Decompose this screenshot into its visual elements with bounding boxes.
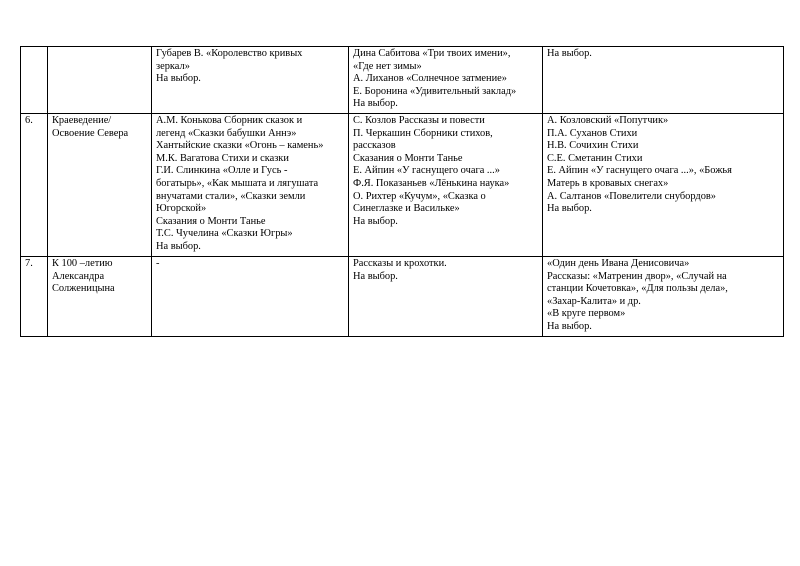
cell-line: А. Салтанов «Повелители снубордов» xyxy=(547,190,717,202)
cell-line: Т.С. Чучелина «Сказки Югры» xyxy=(156,228,293,240)
cell-line: На выбор. xyxy=(156,73,201,85)
cell-line: Сказания о Монти Танье xyxy=(353,152,463,164)
number-cell xyxy=(21,47,48,114)
cell-line: О. Рихтер «Кучум», «Сказка о xyxy=(353,190,486,202)
reading-list-table xyxy=(20,46,784,337)
grade-books-cell xyxy=(349,257,543,337)
cell-line: «Захар-Калита» и др. xyxy=(547,295,641,307)
cell-line: Рассказы и крохотки. xyxy=(353,258,447,269)
table-row xyxy=(21,114,784,257)
cell-line: Е. Айпин «У гаснущего очага ...» xyxy=(353,165,500,177)
cell-line: Сказания о Монти Танье xyxy=(156,215,266,227)
cell-line: Югорской» xyxy=(156,203,207,215)
grade-books-cell xyxy=(543,257,784,337)
number-cell: 7. xyxy=(21,257,48,337)
grade-books-cell xyxy=(152,47,349,114)
grade-books-cell xyxy=(152,257,349,337)
cell-line: К 100 –летию xyxy=(52,258,113,269)
cell-line: На выбор. xyxy=(547,320,592,332)
cell-line: рассказов xyxy=(353,140,396,152)
cell-line: «Где нет зимы» xyxy=(353,60,422,72)
cell-line: Хантыйские сказки «Огонь – камень» xyxy=(156,140,324,152)
cell-line: - xyxy=(156,258,160,269)
topic-cell xyxy=(48,114,152,257)
cell-line: зеркал» xyxy=(156,60,190,72)
cell-line: А. Козловский «Попутчик» xyxy=(547,115,669,126)
topic-cell xyxy=(48,257,152,337)
topic-cell xyxy=(48,47,152,114)
cell-line: Дина Сабитова «Три твоих имени», xyxy=(353,48,511,59)
cell-line: На выбор. xyxy=(547,48,592,59)
grade-books-cell xyxy=(543,114,784,257)
cell-line: Г.И. Слинкина «Олле и Гусь - xyxy=(156,165,288,177)
cell-line: Рассказы: «Матренин двор», «Случай на xyxy=(547,270,727,282)
cell-line: Синеглазке и Васильке» xyxy=(353,203,460,215)
table-body xyxy=(21,47,784,337)
cell-line: Освоение Севера xyxy=(52,127,129,139)
cell-line: Ф.Я. Показаньев «Лёнькина наука» xyxy=(353,177,510,189)
cell-line: «Один день Ивана Денисовича» xyxy=(547,258,690,269)
cell-line: Е. Айпин «У гаснущего очага ...», «Божья xyxy=(547,165,732,177)
cell-line: «В круге первом» xyxy=(547,308,626,320)
cell-line: Е. Боронина «Удивительный заклад» xyxy=(353,85,517,97)
cell-line: П. Черкашин Сборники стихов, xyxy=(353,127,493,139)
grade-books-cell xyxy=(349,47,543,114)
cell-line: Губарев В. «Королевство кривых xyxy=(156,48,303,59)
cell-line: М.К. Вагатова Стихи и сказки xyxy=(156,152,289,164)
cell-line: Матерь в кровавых снегах» xyxy=(547,177,669,189)
number-cell: 6. xyxy=(21,114,48,257)
cell-line: А. Лиханов «Солнечное затмение» xyxy=(353,73,507,85)
cell-line: П.А. Суханов Стихи xyxy=(547,127,638,139)
cell-line: А.М. Конькова Сборник сказок и xyxy=(156,115,303,126)
cell-line: На выбор. xyxy=(353,270,398,282)
cell-line: легенд «Сказки бабушки Аннэ» xyxy=(156,127,297,139)
cell-line: С. Козлов Рассказы и повести xyxy=(353,115,485,126)
cell-line: На выбор. xyxy=(547,203,592,215)
cell-line: Солженицына xyxy=(52,283,115,295)
cell-line: Краеведение/ xyxy=(52,115,112,126)
grade-books-cell xyxy=(349,114,543,257)
table-row xyxy=(21,47,784,114)
cell-line: станции Кочетовка», «Для пользы дела», xyxy=(547,283,728,295)
table-row xyxy=(21,257,784,337)
cell-line: внучатами стали», «Сказки земли xyxy=(156,190,306,202)
grade-books-cell xyxy=(152,114,349,257)
cell-line: С.Е. Сметанин Стихи xyxy=(547,152,643,164)
cell-line: На выбор. xyxy=(353,98,398,110)
cell-line: На выбор. xyxy=(353,215,398,227)
cell-line: Н.В. Сочихин Стихи xyxy=(547,140,639,152)
grade-books-cell xyxy=(543,47,784,114)
cell-line: На выбор. xyxy=(156,240,201,252)
cell-line: богатырь», «Как мышата и лягушата xyxy=(156,177,319,189)
cell-line: Александра xyxy=(52,270,105,282)
